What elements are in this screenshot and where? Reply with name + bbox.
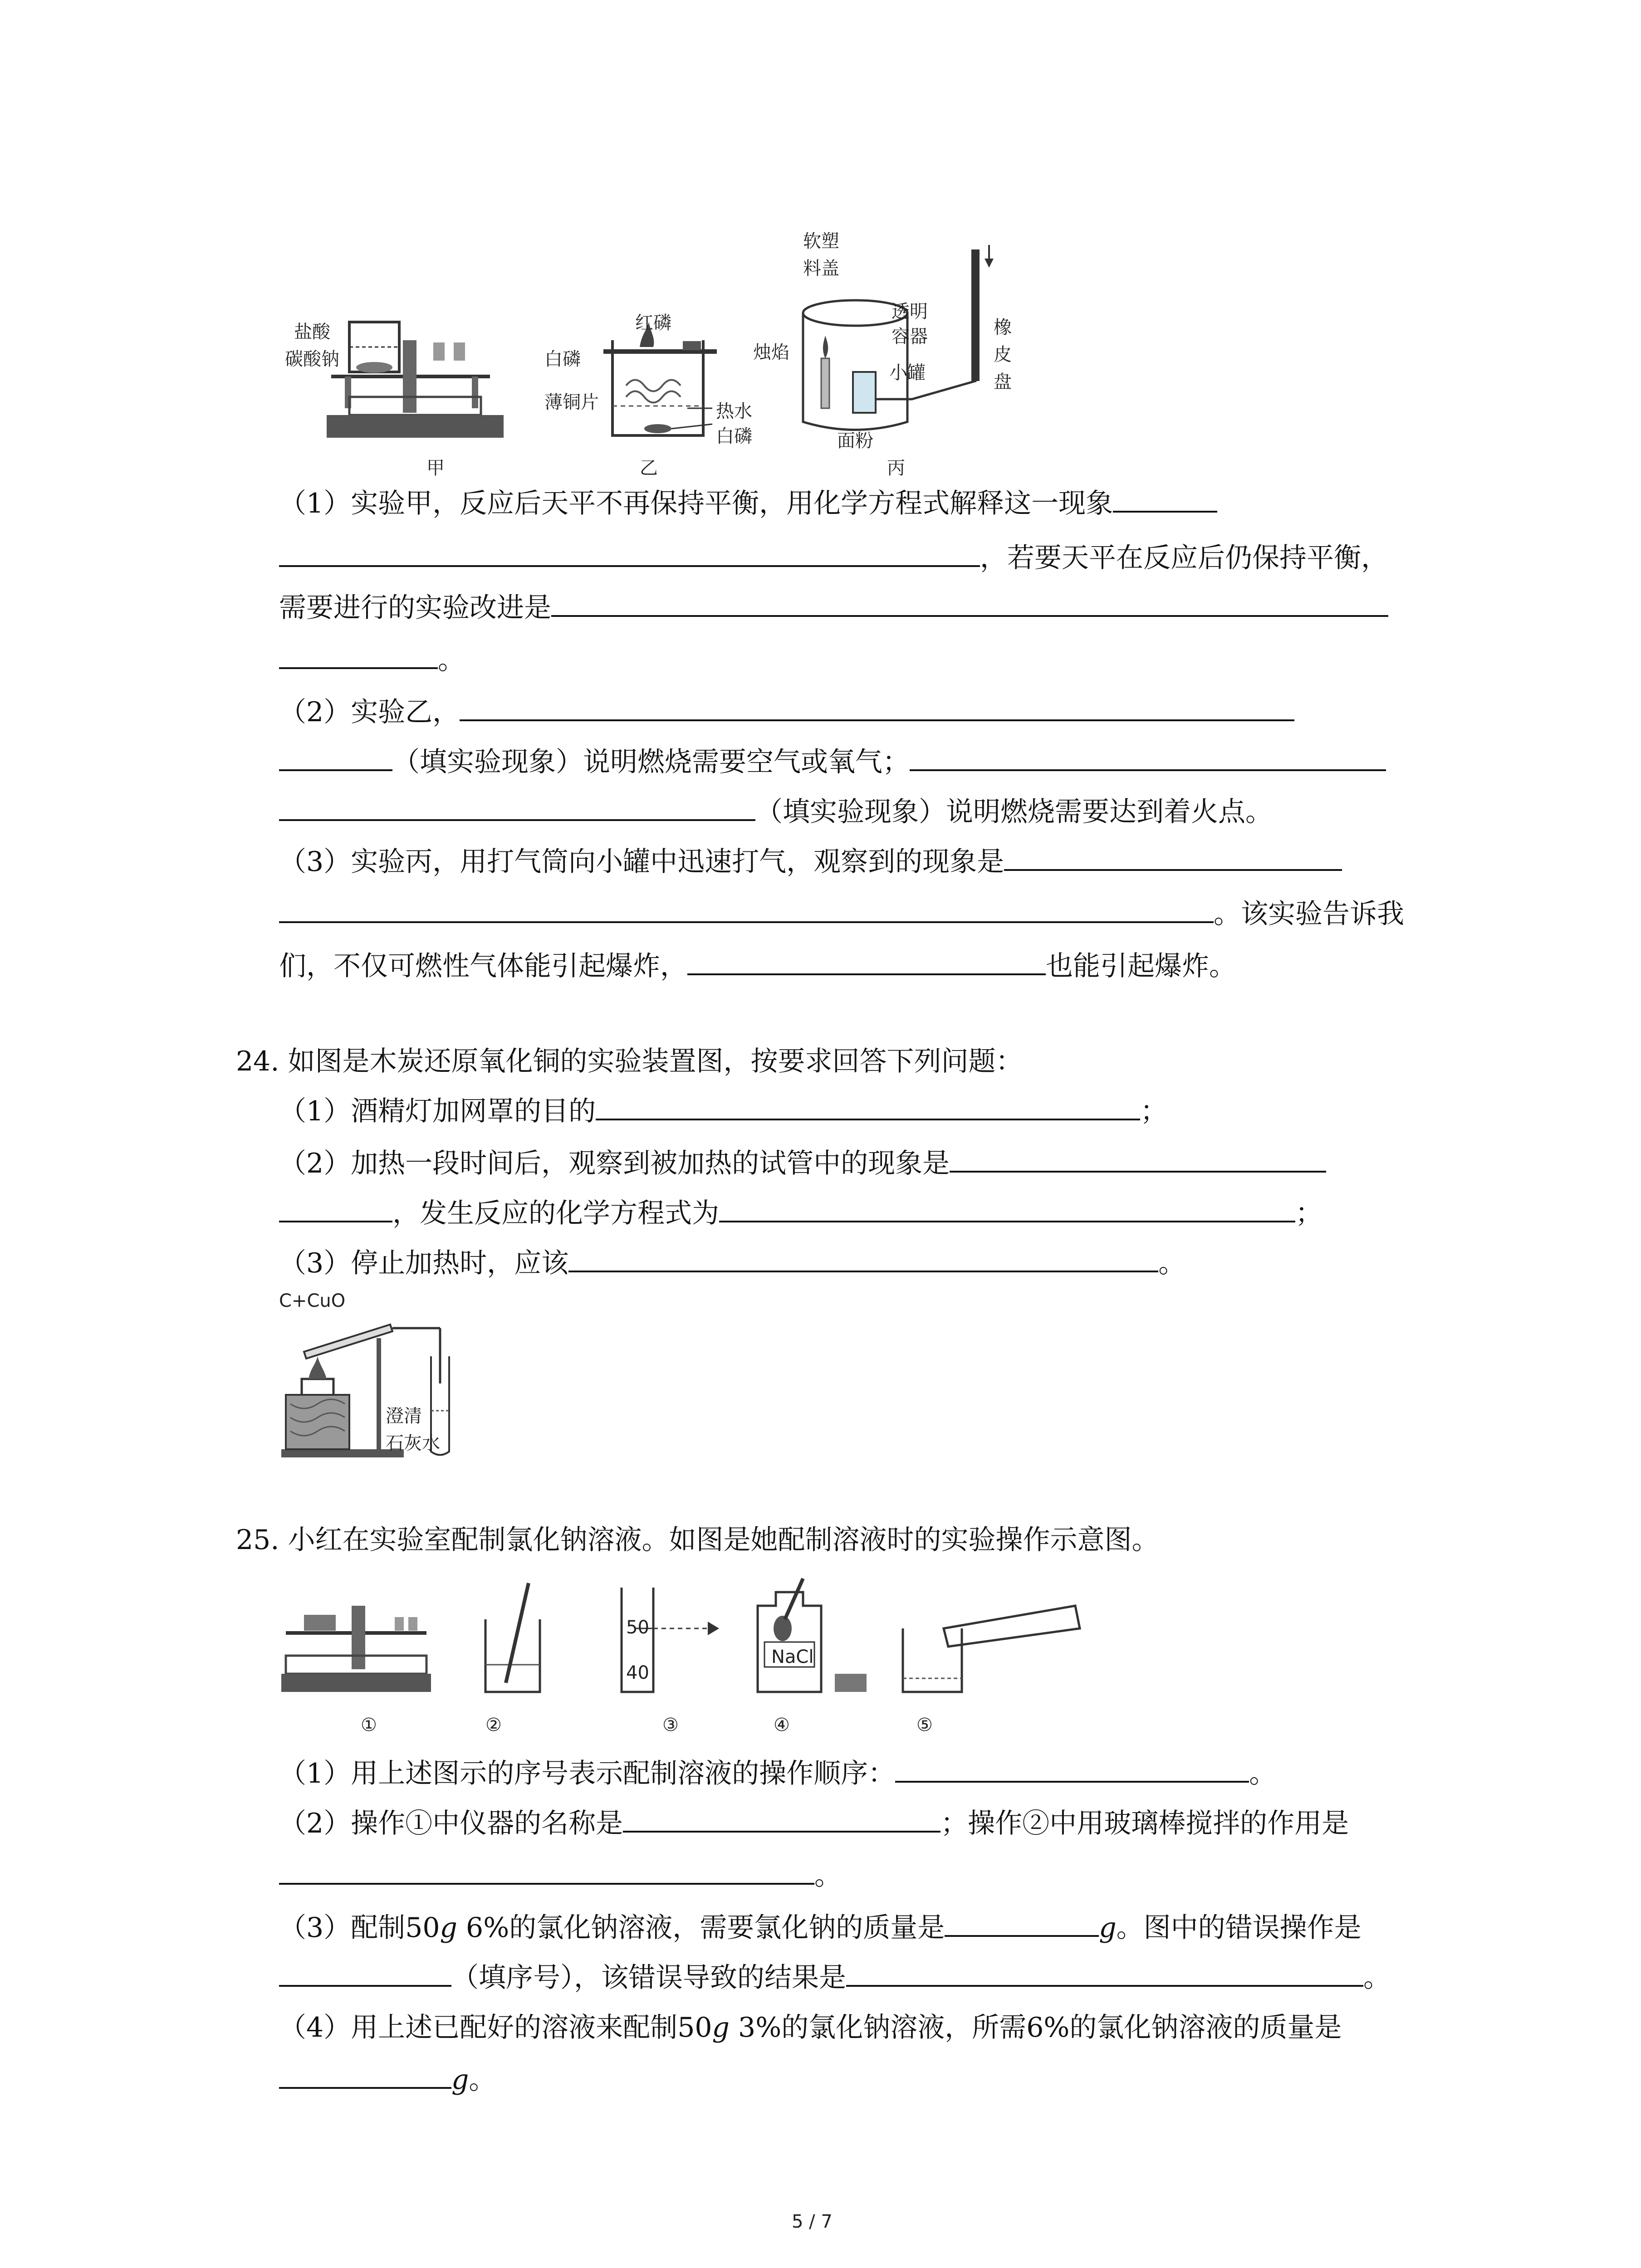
label-na2co3: 碳酸钠 bbox=[285, 349, 339, 370]
answer-blank[interactable] bbox=[596, 1093, 1140, 1120]
answer-blank[interactable] bbox=[568, 1245, 1158, 1272]
answer-blank[interactable] bbox=[279, 1195, 392, 1222]
label-soft-cap-2: 料盖 bbox=[803, 258, 839, 279]
answer-blank[interactable] bbox=[279, 896, 1214, 923]
q25-title: 25. 小红在实验室配制氯化钠溶液。如图是她配制溶液时的实验操作示意图。 bbox=[236, 1524, 1159, 1556]
answer-blank[interactable] bbox=[950, 1145, 1326, 1173]
q25-part4-line2: g。 bbox=[279, 2062, 496, 2098]
q25-part2-line1: （2）操作①中仪器的名称是 ；操作②中用玻璃棒搅拌的作用是 bbox=[279, 1805, 1349, 1842]
q24-part3: （3）停止加热时，应该 。 bbox=[279, 1245, 1185, 1281]
answer-blank[interactable] bbox=[551, 590, 1388, 617]
label-cylinder-50: 50 bbox=[626, 1617, 649, 1638]
answer-blank[interactable] bbox=[279, 642, 438, 669]
step-label-3: ③ bbox=[662, 1715, 679, 1735]
q23-part1-line3: 需要进行的实验改进是 bbox=[279, 590, 1388, 626]
answer-blank[interactable] bbox=[279, 1960, 451, 1987]
q23-part3-line2: 。该实验告诉我 bbox=[279, 896, 1404, 932]
q25-part1: （1）用上述图示的序号表示配制溶液的操作顺序： 。 bbox=[279, 1755, 1276, 1792]
q24-part2-line2: ，发生反应的化学方程式为 ； bbox=[279, 1195, 1323, 1232]
label-can: 小罐 bbox=[889, 362, 926, 383]
answer-blank[interactable] bbox=[279, 744, 392, 771]
label-copper-sheet: 薄铜片 bbox=[544, 392, 599, 413]
q23-part2-line2: （填实验现象）说明燃烧需要空气或氧气； bbox=[279, 744, 1386, 780]
answer-blank[interactable] bbox=[910, 744, 1386, 771]
caption-jia: 甲 bbox=[426, 458, 445, 479]
label-white-phosphorus-top: 白磷 bbox=[544, 349, 581, 370]
q23-part2-line3: （填实验现象）说明燃烧需要达到着火点。 bbox=[279, 794, 1273, 830]
step-label-5: ⑤ bbox=[916, 1715, 933, 1735]
answer-blank[interactable] bbox=[279, 540, 980, 567]
q25-part2-line2: 。 bbox=[279, 1857, 842, 1894]
label-transparent-1: 透明 bbox=[892, 301, 928, 322]
q23-part3-line3: 们，不仅可燃性气体能引起爆炸， 也能引起爆炸。 bbox=[279, 948, 1236, 984]
answer-blank[interactable] bbox=[623, 1805, 941, 1833]
q23-part2-line1: （2）实验乙， bbox=[279, 694, 1294, 730]
solution-preparation-steps-figure bbox=[277, 1579, 1084, 1696]
q24-title: 24. 如图是木炭还原氧化铜的实验装置图，按要求回答下列问题： bbox=[236, 1046, 1023, 1077]
label-rubber-1: 橡 bbox=[994, 317, 1012, 338]
step-label-2: ② bbox=[485, 1715, 502, 1735]
q23-part3-line1: （3）实验丙，用打气筒向小罐中迅速打气，观察到的现象是 bbox=[279, 844, 1342, 880]
q25-part3-line1: （3）配制50g 6%的氯化钠溶液，需要氯化钠的质量是 g。图中的错误操作是 bbox=[279, 1910, 1362, 1946]
label-c-cuo: C+CuO bbox=[279, 1290, 346, 1311]
q23-part1-line4: 。 bbox=[279, 642, 465, 678]
label-flour: 面粉 bbox=[837, 430, 873, 451]
answer-blank[interactable] bbox=[1004, 844, 1342, 871]
label-cylinder-40: 40 bbox=[626, 1662, 649, 1683]
caption-yi: 乙 bbox=[640, 458, 658, 479]
answer-blank[interactable] bbox=[719, 1195, 1295, 1222]
q23-part1-line1: （1）实验甲，反应后天平不再保持平衡，用化学方程式解释这一现象 bbox=[279, 485, 1217, 522]
q25-part4-line1: （4）用上述已配好的溶液来配制50g 3%的氯化钠溶液，所需6%的氯化钠溶液的质量是 bbox=[279, 2012, 1342, 2043]
q24-part2-line1: （2）加热一段时间后，观察到被加热的试管中的现象是 bbox=[279, 1145, 1326, 1182]
label-white-phosphorus-bottom: 白磷 bbox=[716, 426, 752, 447]
label-hot-water: 热水 bbox=[716, 401, 752, 422]
step-label-4: ④ bbox=[774, 1715, 790, 1735]
step-label-1: ① bbox=[361, 1715, 377, 1735]
label-flame: 烛焰 bbox=[753, 342, 789, 363]
answer-blank[interactable] bbox=[1113, 485, 1217, 513]
label-hcl: 盐酸 bbox=[294, 322, 330, 342]
page-number: 5 / 7 bbox=[792, 2211, 833, 2232]
q23-part1-line2: ，若要天平在反应后仍保持平衡， bbox=[279, 540, 1388, 576]
answer-blank[interactable] bbox=[687, 948, 1046, 975]
q25-part3-line2: （填序号），该错误导致的结果是 。 bbox=[279, 1960, 1391, 1996]
answer-blank[interactable] bbox=[895, 1755, 1249, 1783]
answer-blank[interactable] bbox=[279, 794, 755, 821]
label-rubber-3: 盘 bbox=[994, 371, 1012, 392]
label-nacl: NaCl bbox=[771, 1647, 814, 1667]
label-clear-limewater-2: 石灰水 bbox=[386, 1433, 440, 1454]
answer-blank[interactable] bbox=[460, 694, 1294, 721]
answer-blank[interactable] bbox=[846, 1960, 1363, 1987]
label-rubber-2: 皮 bbox=[994, 344, 1012, 365]
label-clear-limewater-1: 澄清 bbox=[386, 1406, 422, 1427]
label-transparent-2: 容器 bbox=[892, 326, 928, 347]
answer-blank[interactable] bbox=[945, 1910, 1099, 1937]
caption-bing: 丙 bbox=[887, 458, 905, 479]
label-red-phosphorus: 红磷 bbox=[635, 313, 671, 333]
answer-blank[interactable] bbox=[279, 1857, 814, 1885]
answer-blank[interactable] bbox=[279, 2062, 451, 2089]
label-soft-cap-1: 软塑 bbox=[803, 231, 839, 252]
q24-part1: （1）酒精灯加网罩的目的 ； bbox=[279, 1093, 1167, 1129]
